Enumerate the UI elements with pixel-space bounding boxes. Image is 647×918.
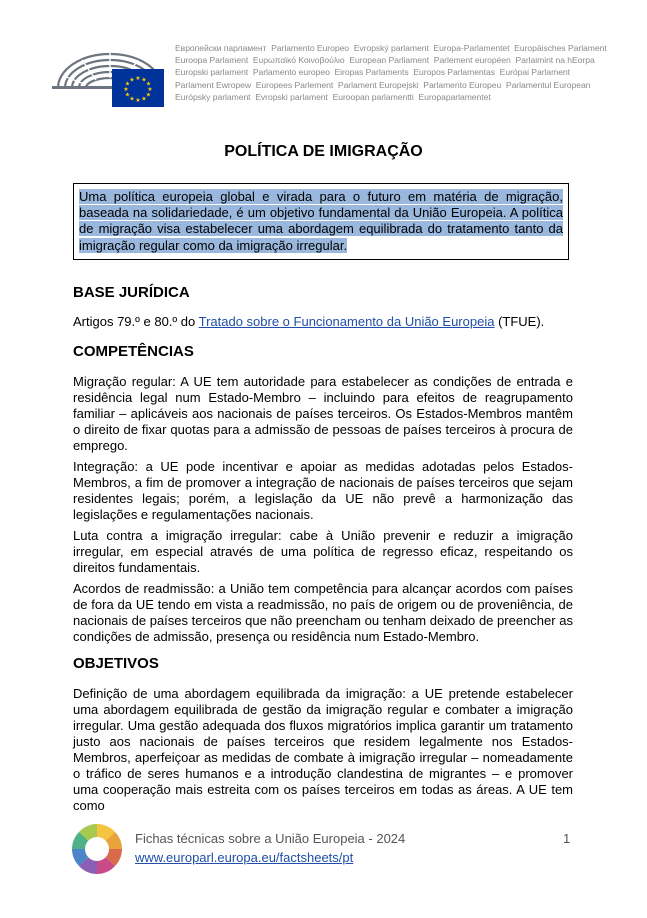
summary-box [73, 183, 569, 260]
svg-text:★: ★ [129, 95, 135, 103]
legal-basis-text: Artigos 79.º e 80.º do [73, 314, 199, 329]
competence-paragraph: Integração: a UE pode incentivar e apoiar as medidas adotadas pelos Estados-Membros, a fim de promover a integração de nacionais de países terceiros que sejam residentes legais; porém, a legislação da UE não prevê a harmonização das legislações e regulamentações nacionais. [73, 459, 573, 522]
page-number: 1 [563, 831, 571, 846]
parliament-name: Európai Parlament [499, 67, 570, 78]
legal-basis-paragraph [73, 314, 573, 330]
section-heading-objectives: OBJETIVOS [73, 655, 159, 672]
parliament-name: Europees Parlement [255, 79, 334, 90]
parliament-names-line [175, 91, 615, 103]
legal-basis-text-end: (TFUE). [494, 314, 545, 329]
parliament-names-line [175, 54, 615, 66]
parliament-names [175, 42, 615, 103]
parliament-name: Evropski parlament [255, 91, 328, 102]
competence-paragraph: Acordos de readmissão: a União tem competência para alcançar acordos com países de fora da UE tendo em vista a readmissão, no país de origem ou de proveniência, de nacionais de países terceiros que não preencham ou tenham deixado de preencher as condições de admissão, presença ou residência num Estado-Membro. [73, 581, 573, 644]
footer-url-link[interactable]: www.europarl.europa.eu/factsheets/pt [135, 850, 354, 865]
main-content [73, 282, 573, 814]
parliament-name: Eiropas Parlaments [334, 67, 409, 78]
european-parliament-logo [52, 36, 170, 110]
footer-series-title: Fichas técnicas sobre a União Europeia - 2024 [135, 831, 406, 846]
svg-text:★: ★ [124, 91, 131, 99]
parliament-name: Parlamento Europeo [271, 43, 350, 53]
parliament-names-line [175, 42, 615, 54]
svg-text:★: ★ [145, 91, 152, 99]
parliament-name: Parlement européen [433, 55, 511, 66]
parliament-name: Európsky parlament [175, 91, 251, 102]
svg-text:★: ★ [135, 97, 141, 104]
parliament-name: Europos Parlamentas [413, 67, 495, 78]
parliament-name: Euroopan parlamentti [332, 91, 414, 102]
parliament-name: Evropský parlament [353, 43, 429, 53]
summary-text: Uma política europeia global e virada para o futuro em matéria de migração, baseada na solidariedade, é um objetivo fundamental da União Europeia. A política de migração visa estabelecer uma abordagem equilibrada do tratamento tanto da imigração regular como da imigração irregular. [79, 189, 563, 253]
parliament-name: Parlament Ewropew [175, 79, 252, 90]
competence-paragraph: Migração regular: A UE tem autoridade para estabelecer as condições de entrada e residência legal num Estado-Membro – incluindo para efeitos de reagrupamento familiar – aplicáveis aos nacionais de países terceiros. Os Estados-Membros mantêm o direito de fixar quotas para a admissão de pessoas de países terceiros à procura de emprego. [73, 374, 573, 453]
tfeu-link[interactable]: Tratado sobre o Funcionamento da União Europeia [198, 314, 495, 329]
svg-text:★: ★ [145, 80, 152, 88]
parliament-name: Europaparlamentet [418, 91, 491, 102]
factsheets-logo [71, 815, 123, 883]
svg-text:★: ★ [124, 80, 131, 88]
parliament-name: Parlaimint na hEorpa [515, 55, 595, 66]
parliament-names-line [175, 66, 615, 78]
parliament-name: European Parliament [349, 55, 430, 66]
parliament-name: Европейски парламент [175, 43, 267, 53]
parliament-name: Euroopa Parlament [175, 55, 249, 66]
parliament-name: Europski parlament [175, 67, 249, 78]
svg-text:★: ★ [123, 86, 129, 93]
svg-text:★: ★ [141, 76, 147, 84]
parliament-name: Parlamento europeo [252, 67, 330, 78]
parliament-name: Europa-Parlamentet [433, 43, 510, 53]
parliament-name: Parlament Europejski [337, 79, 419, 90]
section-heading-legal-basis: BASE JURÍDICA [73, 284, 190, 301]
parliament-name: Parlamentul European [505, 79, 591, 90]
parliament-name: Parlamento Europeu [423, 79, 502, 90]
section-heading-competences: COMPETÊNCIAS [73, 343, 194, 360]
svg-text:★: ★ [135, 75, 141, 82]
parliament-name: Europäisches Parlament [514, 43, 607, 53]
objectives-paragraph: Definição de uma abordagem equilibrada da imigração: a UE pretende estabelecer uma abordagem equilibrada de gestão da imigração regular e combater a imigração irregular. Uma gestão adequada dos fluxos migratórios implica garantir um tratamento justo aos nacionais de países terceiros que residem legalmente nos Estados-Membros, aperfeiçoar as medidas de combate à imigração irregular – nomeadamente o tráfico de seres humanos e a introdução clandestina de migrantes – e promover uma cooperação mais estreita com os países terceiros em todas as áreas. A UE tem como [73, 686, 573, 813]
parliament-name: Ευρωπαϊκό Κοινοβούλιο [252, 55, 345, 66]
page-title: POLÍTICA DE IMIGRAÇÃO [224, 143, 423, 160]
competence-paragraph: Luta contra a imigração irregular: cabe à União prevenir e reduzir a imigração irregular, em especial através de uma política de regresso eficaz, respeitando os direitos fundamentais. [73, 528, 573, 575]
svg-text:★: ★ [129, 76, 135, 84]
svg-text:★: ★ [147, 86, 153, 93]
parliament-names-line [175, 79, 615, 91]
svg-text:★: ★ [141, 95, 147, 103]
